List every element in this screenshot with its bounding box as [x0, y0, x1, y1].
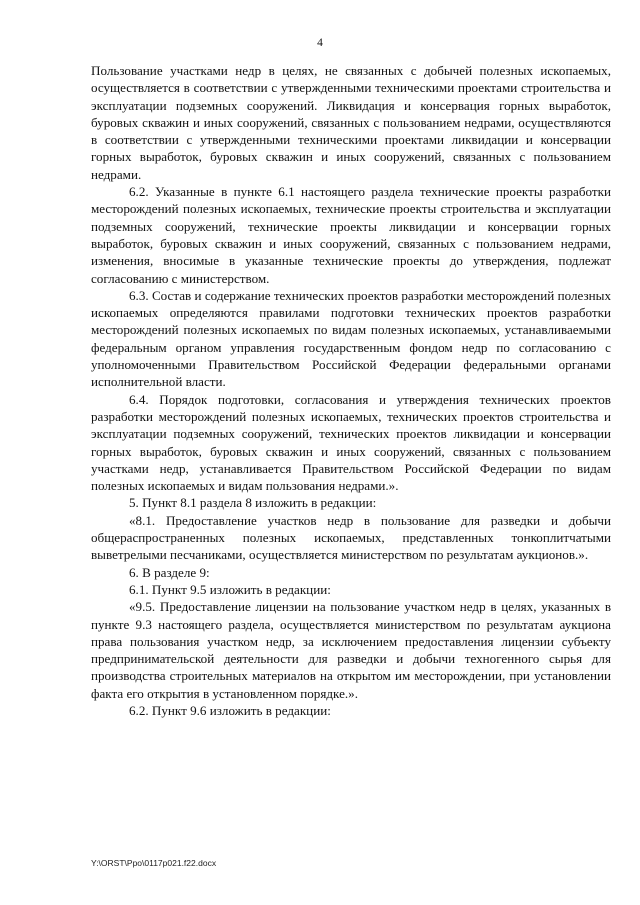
paragraph-6-4: 6.4. Порядок подготовки, согласования и утверждения технических проектов разработки месторождений полезных ископаемых, технических проектов строительства и эксплуатации подземных сооружений, технических проектов ликвидации и консервации горных выработок, буровых скважин и иных сооружений, связанных с пользованием участками недр, устанавливается Правительством Российской Федерации по видам полезных ископаемых и видам пользования недрами.».: [91, 391, 611, 494]
paragraph-item-6-2: 6.2. Пункт 9.6 изложить в редакции:: [129, 702, 331, 718]
paragraph-item-5: 5. Пункт 8.1 раздела 8 изложить в редакции:: [129, 495, 377, 511]
paragraph-6-2: 6.2. Указанные в пункте 6.1 настоящего раздела технические проекты разработки месторождений полезных ископаемых, технические проекты строительства и эксплуатации подземных сооружений, технические проекты ликвидации и консервации горных выработок, буровых скважин и иных сооружений, связанных с пользованием недрами, изменения, вносимые в указанные технические проекты до утверждения, подлежат согласованию с министерством.: [91, 184, 611, 286]
paragraph-6-3: 6.3. Состав и содержание технических проектов разработки месторождений полезных ископаемых определяются правилами подготовки технических проектов разработки месторождений полезных ископаемых по видам полезных ископаемых, устанавливаемыми федеральным органом управления государственным фондом недр по согласованию с уполномоченными Правительством Российской Федерации федеральными органами исполнительной власти.: [91, 287, 611, 390]
page-number: 4: [317, 37, 323, 49]
footer-file-path: Y:\ORST\Ppo\0117p021.f22.docx: [91, 858, 217, 868]
paragraph-item-6-1: 6.1. Пункт 9.5 изложить в редакции:: [129, 581, 331, 597]
paragraph-item-6: 6. В разделе 9:: [129, 564, 210, 580]
paragraph-8-1: «8.1. Предоставление участков недр в пользование для разведки и добычи общераспространенных полезных ископаемых, представленных тонкоплитчатыми выветрелыми песчаниками, осуществляется министерством по результатам аукционов.».: [91, 512, 611, 563]
paragraph-continuation: Пользование участками недр в целях, не связанных с добычей полезных ископаемых, осуществляется в соответствии с утвержденными техническими проектами строительства и эксплуатации подземных сооружений. Ликвидация и консервация горных выработок, буровых скважин и иных сооружений, связанных с пользованием недрами, осуществляются в соответствии с утвержденными техническими проектами ликвидации и консервации горных выработок, буровых скважин и иных сооружений, связанных с пользованием недрами.: [91, 63, 611, 182]
document-body: [91, 62, 611, 719]
paragraph-9-5: «9.5. Предоставление лицензии на пользование участком недр в целях, указанных в пункте 9.3 настоящего раздела, осуществляется министерством по результатам аукциона права пользования участком недр, за исключением предоставления лицензии субъекту предпринимательской деятельности для разведки и добычи техногенного сырья для производства строительных материалов на открытом им месторождении, при установлении факта его открытия в установленном порядке.».: [91, 599, 611, 701]
